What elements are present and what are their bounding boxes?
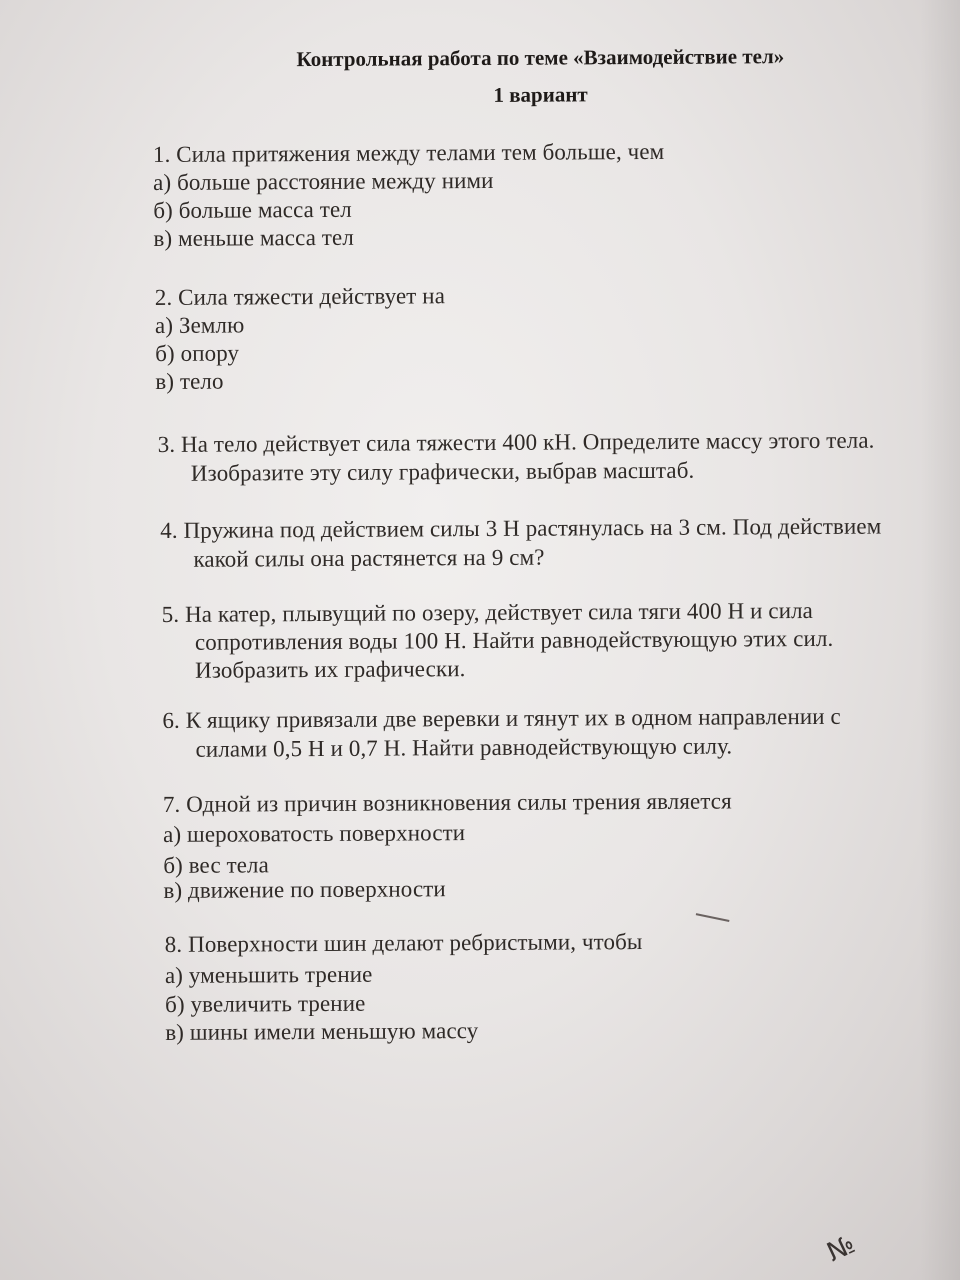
question-4-text: 4. Пружина под действием силы 3 Н растянулась на 3 см. Под действием bbox=[160, 513, 882, 543]
question-2-option-c: в) тело bbox=[155, 368, 224, 394]
question-2-option-a: а) Землю bbox=[154, 312, 245, 338]
question-6-text: 6. К ящику привязали две веревки и тянут их в одном направлении с bbox=[162, 703, 841, 733]
corner-mark: № bbox=[822, 1229, 860, 1269]
question-5-text-line-2: сопротивления воды 100 Н. Найти равнодействующую этих сил. bbox=[194, 625, 834, 655]
question-7-option-a: а) шероховатость поверхности bbox=[163, 820, 466, 847]
question-2-option-b: б) опору bbox=[155, 340, 240, 366]
question-1-option-c: в) меньше масса тел bbox=[153, 224, 354, 251]
question-5-text: 5. На катер, плывущий по озеру, действует сила тяги 400 Н и сила bbox=[161, 597, 814, 627]
pencil-scratch bbox=[696, 913, 730, 922]
question-6-text-continued: силами 0,5 Н и 0,7 Н. Найти равнодействующую силу. bbox=[195, 733, 733, 762]
question-8-text: 8. Поверхности шин делают ребристыми, чтобы bbox=[164, 929, 643, 957]
question-7-text: 7. Одной из причин возникновения силы трения является bbox=[162, 788, 732, 817]
question-8-option-a: а) уменьшить трение bbox=[164, 961, 373, 988]
photo-edge-shadow bbox=[920, 0, 960, 1280]
question-4-text-continued: какой силы она растянется на 9 см? bbox=[193, 544, 545, 572]
question-1-option-b: б) больше масса тел bbox=[153, 196, 352, 223]
question-3-text-continued: Изобразите эту силу графически, выбрав масштаб. bbox=[190, 457, 695, 486]
question-1-option-a: а) больше расстояние между ними bbox=[153, 167, 494, 196]
question-2-text: 2. Сила тяжести действует на bbox=[154, 283, 446, 310]
question-3-text: 3. На тело действует сила тяжести 400 кН. Определите массу этого тела. bbox=[157, 427, 875, 457]
question-5-text-line-3: Изобразить их графически. bbox=[195, 656, 466, 683]
question-8-option-c: в) шины имели меньшую массу bbox=[165, 1018, 479, 1045]
variant-label: 1 вариант bbox=[493, 82, 588, 107]
question-1-text: 1. Сила притяжения между телами тем больше, чем bbox=[152, 138, 665, 168]
sheet-title: Контрольная работа по теме «Взаимодействие тел» bbox=[296, 44, 785, 72]
question-7-option-b: б) вес тела bbox=[163, 852, 269, 878]
question-8-option-b: б) увеличить трение bbox=[165, 990, 366, 1017]
question-7-option-c: в) движение по поверхности bbox=[163, 876, 446, 903]
